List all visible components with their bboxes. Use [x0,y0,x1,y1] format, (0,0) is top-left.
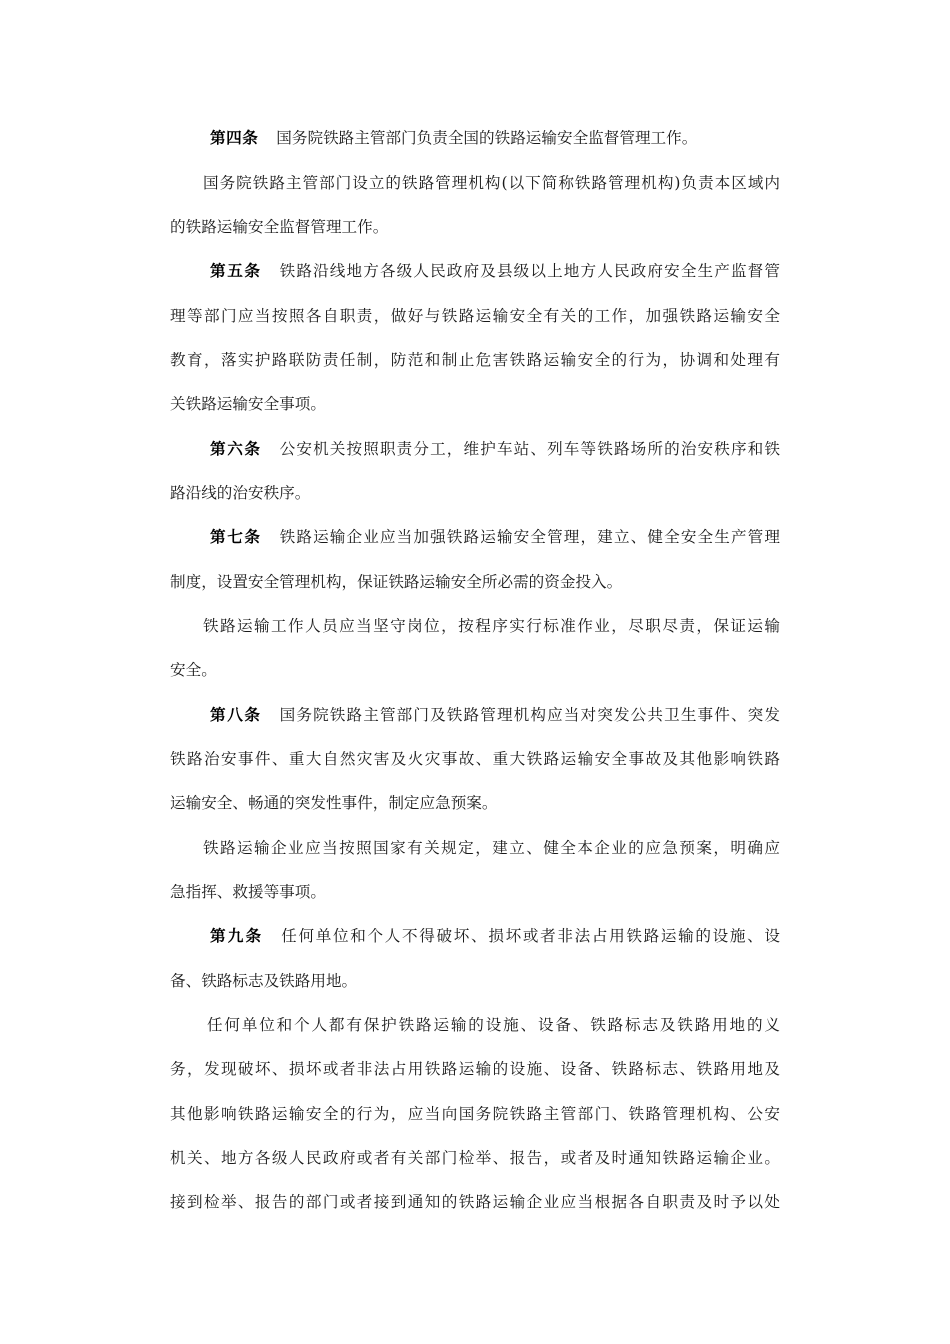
article-6-line-1 [210,437,780,461]
article-heading: 第五条 [210,262,262,280]
paragraph-text: 国务院铁路主管部门及铁路管理机构应当对突发公共卫生事件、突发 [279,706,780,724]
paragraph-text: 铁路运输企业应当加强铁路运输安全管理，建立、健全安全生产管理 [279,528,780,546]
paragraph-line: 任何单位和个人都有保护铁路运输的设施、设备、铁路标志及铁路用地的义 [207,1016,780,1034]
article-heading: 第四条 [210,129,259,147]
paragraph-text: 任何单位和个人不得破坏、损坏或者非法占用铁路运输的设施、设 [281,927,780,945]
article-heading: 第七条 [210,528,262,546]
paragraph-line: 铁路运输企业应当按照国家有关规定，建立、健全本企业的应急预案，明确应 [203,839,780,857]
paragraph-line: 其他影响铁路运输安全的行为，应当向国务院铁路主管部门、铁路管理机构、公安 [170,1105,780,1123]
paragraph-line: 接到检举、报告的部门或者接到通知的铁路运输企业应当根据各自职责及时予以处 [170,1193,780,1211]
paragraph-line: 教育，落实护路联防责任制，防范和制止危害铁路运输安全的行为，协调和处理有 [170,351,780,369]
paragraph-line: 务，发现破坏、损坏或者非法占用铁路运输的设施、设备、铁路标志、铁路用地及 [170,1060,780,1078]
article-4-line-1 [210,126,780,150]
paragraph-line: 制度，设置安全管理机构，保证铁路运输安全所必需的资金投入。 [170,573,623,591]
article-heading: 第八条 [210,706,262,724]
paragraph-line: 铁路运输工作人员应当坚守岗位，按程序实行标准作业，尽职尽责，保证运输 [203,617,780,635]
paragraph-line: 国务院铁路主管部门设立的铁路管理机构(以下简称铁路管理机构)负责本区域内 [203,174,780,192]
paragraph-text: 公安机关按照职责分工，维护车站、列车等铁路场所的治安秩序和铁 [279,440,780,458]
article-7-line-1 [210,525,780,549]
article-9-line-1 [210,924,780,948]
article-8-line-1 [210,703,780,727]
paragraph-line: 安全。 [170,661,217,679]
paragraph-line: 路沿线的治安秩序。 [170,484,311,502]
paragraph-line: 急指挥、救援等事项。 [170,883,326,901]
article-5-line-1 [210,259,780,283]
article-heading: 第六条 [210,440,262,458]
article-heading: 第九条 [210,927,264,945]
paragraph-line: 运输安全、畅通的突发性事件，制定应急预案。 [170,794,498,812]
paragraph-line: 机关、地方各级人民政府或者有关部门检举、报告，或者及时通知铁路运输企业。 [170,1149,780,1167]
paragraph-line: 备、铁路标志及铁路用地。 [170,972,358,990]
paragraph-text: 国务院铁路主管部门负责全国的铁路运输安全监督管理工作。 [276,129,698,147]
paragraph-line: 铁路治安事件、重大自然灾害及火灾事故、重大铁路运输安全事故及其他影响铁路 [170,750,780,768]
paragraph-line: 的铁路运输安全监督管理工作。 [170,218,389,236]
paragraph-line: 理等部门应当按照各自职责，做好与铁路运输安全有关的工作，加强铁路运输安全 [170,307,780,325]
paragraph-line: 关铁路运输安全事项。 [170,395,326,413]
paragraph-text: 铁路沿线地方各级人民政府及县级以上地方人民政府安全生产监督管 [279,262,780,280]
